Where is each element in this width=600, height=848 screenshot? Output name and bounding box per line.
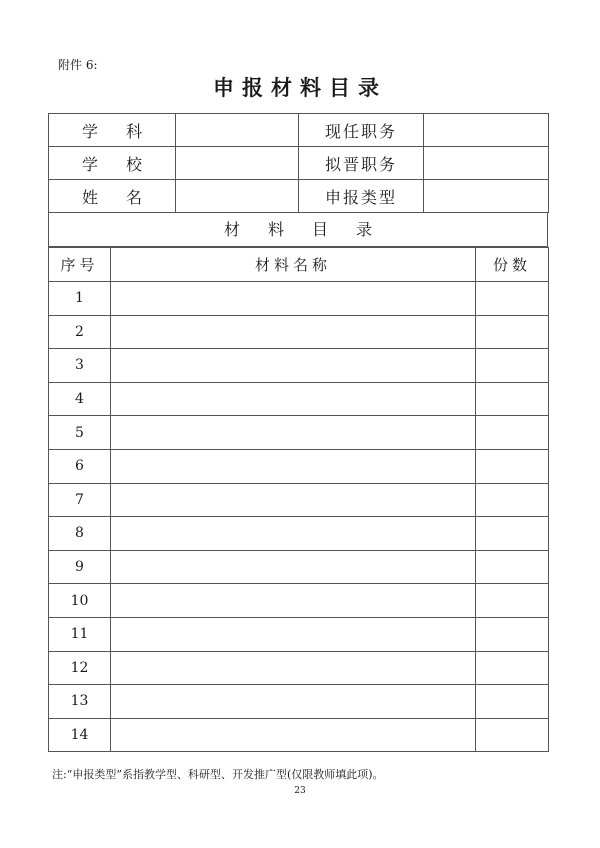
material-name-cell[interactable] bbox=[111, 282, 476, 316]
current-position-field[interactable] bbox=[424, 114, 549, 147]
proposed-position-field[interactable] bbox=[424, 147, 549, 180]
section-title: 材料目录 bbox=[48, 213, 548, 247]
declaration-type-label: 申报类型 bbox=[299, 180, 424, 213]
material-name-cell[interactable] bbox=[111, 550, 476, 584]
copies-cell[interactable] bbox=[476, 517, 549, 551]
material-name-cell[interactable] bbox=[111, 685, 476, 719]
table-row bbox=[49, 651, 549, 685]
row-index: 5 bbox=[49, 416, 111, 450]
column-header-name: 材料名称 bbox=[111, 248, 476, 282]
material-name-cell[interactable] bbox=[111, 651, 476, 685]
material-name-cell[interactable] bbox=[111, 349, 476, 383]
row-index: 11 bbox=[49, 617, 111, 651]
annex-label: 附件 6: bbox=[58, 58, 98, 72]
table-row bbox=[49, 315, 549, 349]
copies-cell[interactable] bbox=[476, 416, 549, 450]
current-position-label: 现任职务 bbox=[299, 114, 424, 147]
table-row bbox=[49, 416, 549, 450]
material-name-cell[interactable] bbox=[111, 382, 476, 416]
name-label: 姓名 bbox=[49, 180, 176, 213]
copies-cell[interactable] bbox=[476, 685, 549, 719]
copies-cell[interactable] bbox=[476, 315, 549, 349]
material-name-cell[interactable] bbox=[111, 584, 476, 618]
row-index: 2 bbox=[49, 315, 111, 349]
table-row bbox=[49, 517, 549, 551]
school-field[interactable] bbox=[176, 147, 299, 180]
copies-cell[interactable] bbox=[476, 349, 549, 383]
table-row bbox=[49, 382, 549, 416]
copies-cell[interactable] bbox=[476, 584, 549, 618]
copies-cell[interactable] bbox=[476, 617, 549, 651]
row-index: 6 bbox=[49, 449, 111, 483]
table-row bbox=[49, 685, 549, 719]
subject-field[interactable] bbox=[176, 114, 299, 147]
copies-cell[interactable] bbox=[476, 483, 549, 517]
subject-label: 学科 bbox=[49, 114, 176, 147]
table-row bbox=[49, 449, 549, 483]
copies-cell[interactable] bbox=[476, 550, 549, 584]
copies-cell[interactable] bbox=[476, 651, 549, 685]
info-row-school bbox=[49, 147, 549, 180]
row-index: 13 bbox=[49, 685, 111, 719]
copies-cell[interactable] bbox=[476, 449, 549, 483]
table-row bbox=[49, 584, 549, 618]
table-row bbox=[49, 550, 549, 584]
school-label: 学校 bbox=[49, 147, 176, 180]
info-table bbox=[48, 113, 549, 213]
declaration-form bbox=[48, 113, 548, 752]
row-index: 4 bbox=[49, 382, 111, 416]
proposed-position-label: 拟晋职务 bbox=[299, 147, 424, 180]
table-row bbox=[49, 617, 549, 651]
table-row bbox=[49, 349, 549, 383]
material-name-cell[interactable] bbox=[111, 617, 476, 651]
column-header-copies: 份数 bbox=[476, 248, 549, 282]
material-name-cell[interactable] bbox=[111, 416, 476, 450]
table-row bbox=[49, 483, 549, 517]
copies-cell[interactable] bbox=[476, 718, 549, 752]
footnote: 注:“申报类型”系指教学型、科研型、开发推广型(仅限教师填此项)。 bbox=[52, 768, 384, 781]
row-index: 14 bbox=[49, 718, 111, 752]
materials-rows bbox=[49, 282, 549, 752]
materials-header-row bbox=[49, 248, 549, 282]
materials-table bbox=[48, 247, 549, 752]
info-row-name bbox=[49, 180, 549, 213]
material-name-cell[interactable] bbox=[111, 718, 476, 752]
row-index: 10 bbox=[49, 584, 111, 618]
row-index: 7 bbox=[49, 483, 111, 517]
name-field[interactable] bbox=[176, 180, 299, 213]
row-index: 12 bbox=[49, 651, 111, 685]
row-index: 8 bbox=[49, 517, 111, 551]
table-row bbox=[49, 282, 549, 316]
column-header-index: 序号 bbox=[49, 248, 111, 282]
row-index: 1 bbox=[49, 282, 111, 316]
material-name-cell[interactable] bbox=[111, 315, 476, 349]
material-name-cell[interactable] bbox=[111, 517, 476, 551]
row-index: 9 bbox=[49, 550, 111, 584]
copies-cell[interactable] bbox=[476, 282, 549, 316]
declaration-type-field[interactable] bbox=[424, 180, 549, 213]
page-number: 23 bbox=[294, 786, 306, 796]
material-name-cell[interactable] bbox=[111, 449, 476, 483]
copies-cell[interactable] bbox=[476, 382, 549, 416]
info-row-subject bbox=[49, 114, 549, 147]
page-title: 申报材料目录 bbox=[213, 75, 387, 100]
material-name-cell[interactable] bbox=[111, 483, 476, 517]
row-index: 3 bbox=[49, 349, 111, 383]
table-row bbox=[49, 718, 549, 752]
